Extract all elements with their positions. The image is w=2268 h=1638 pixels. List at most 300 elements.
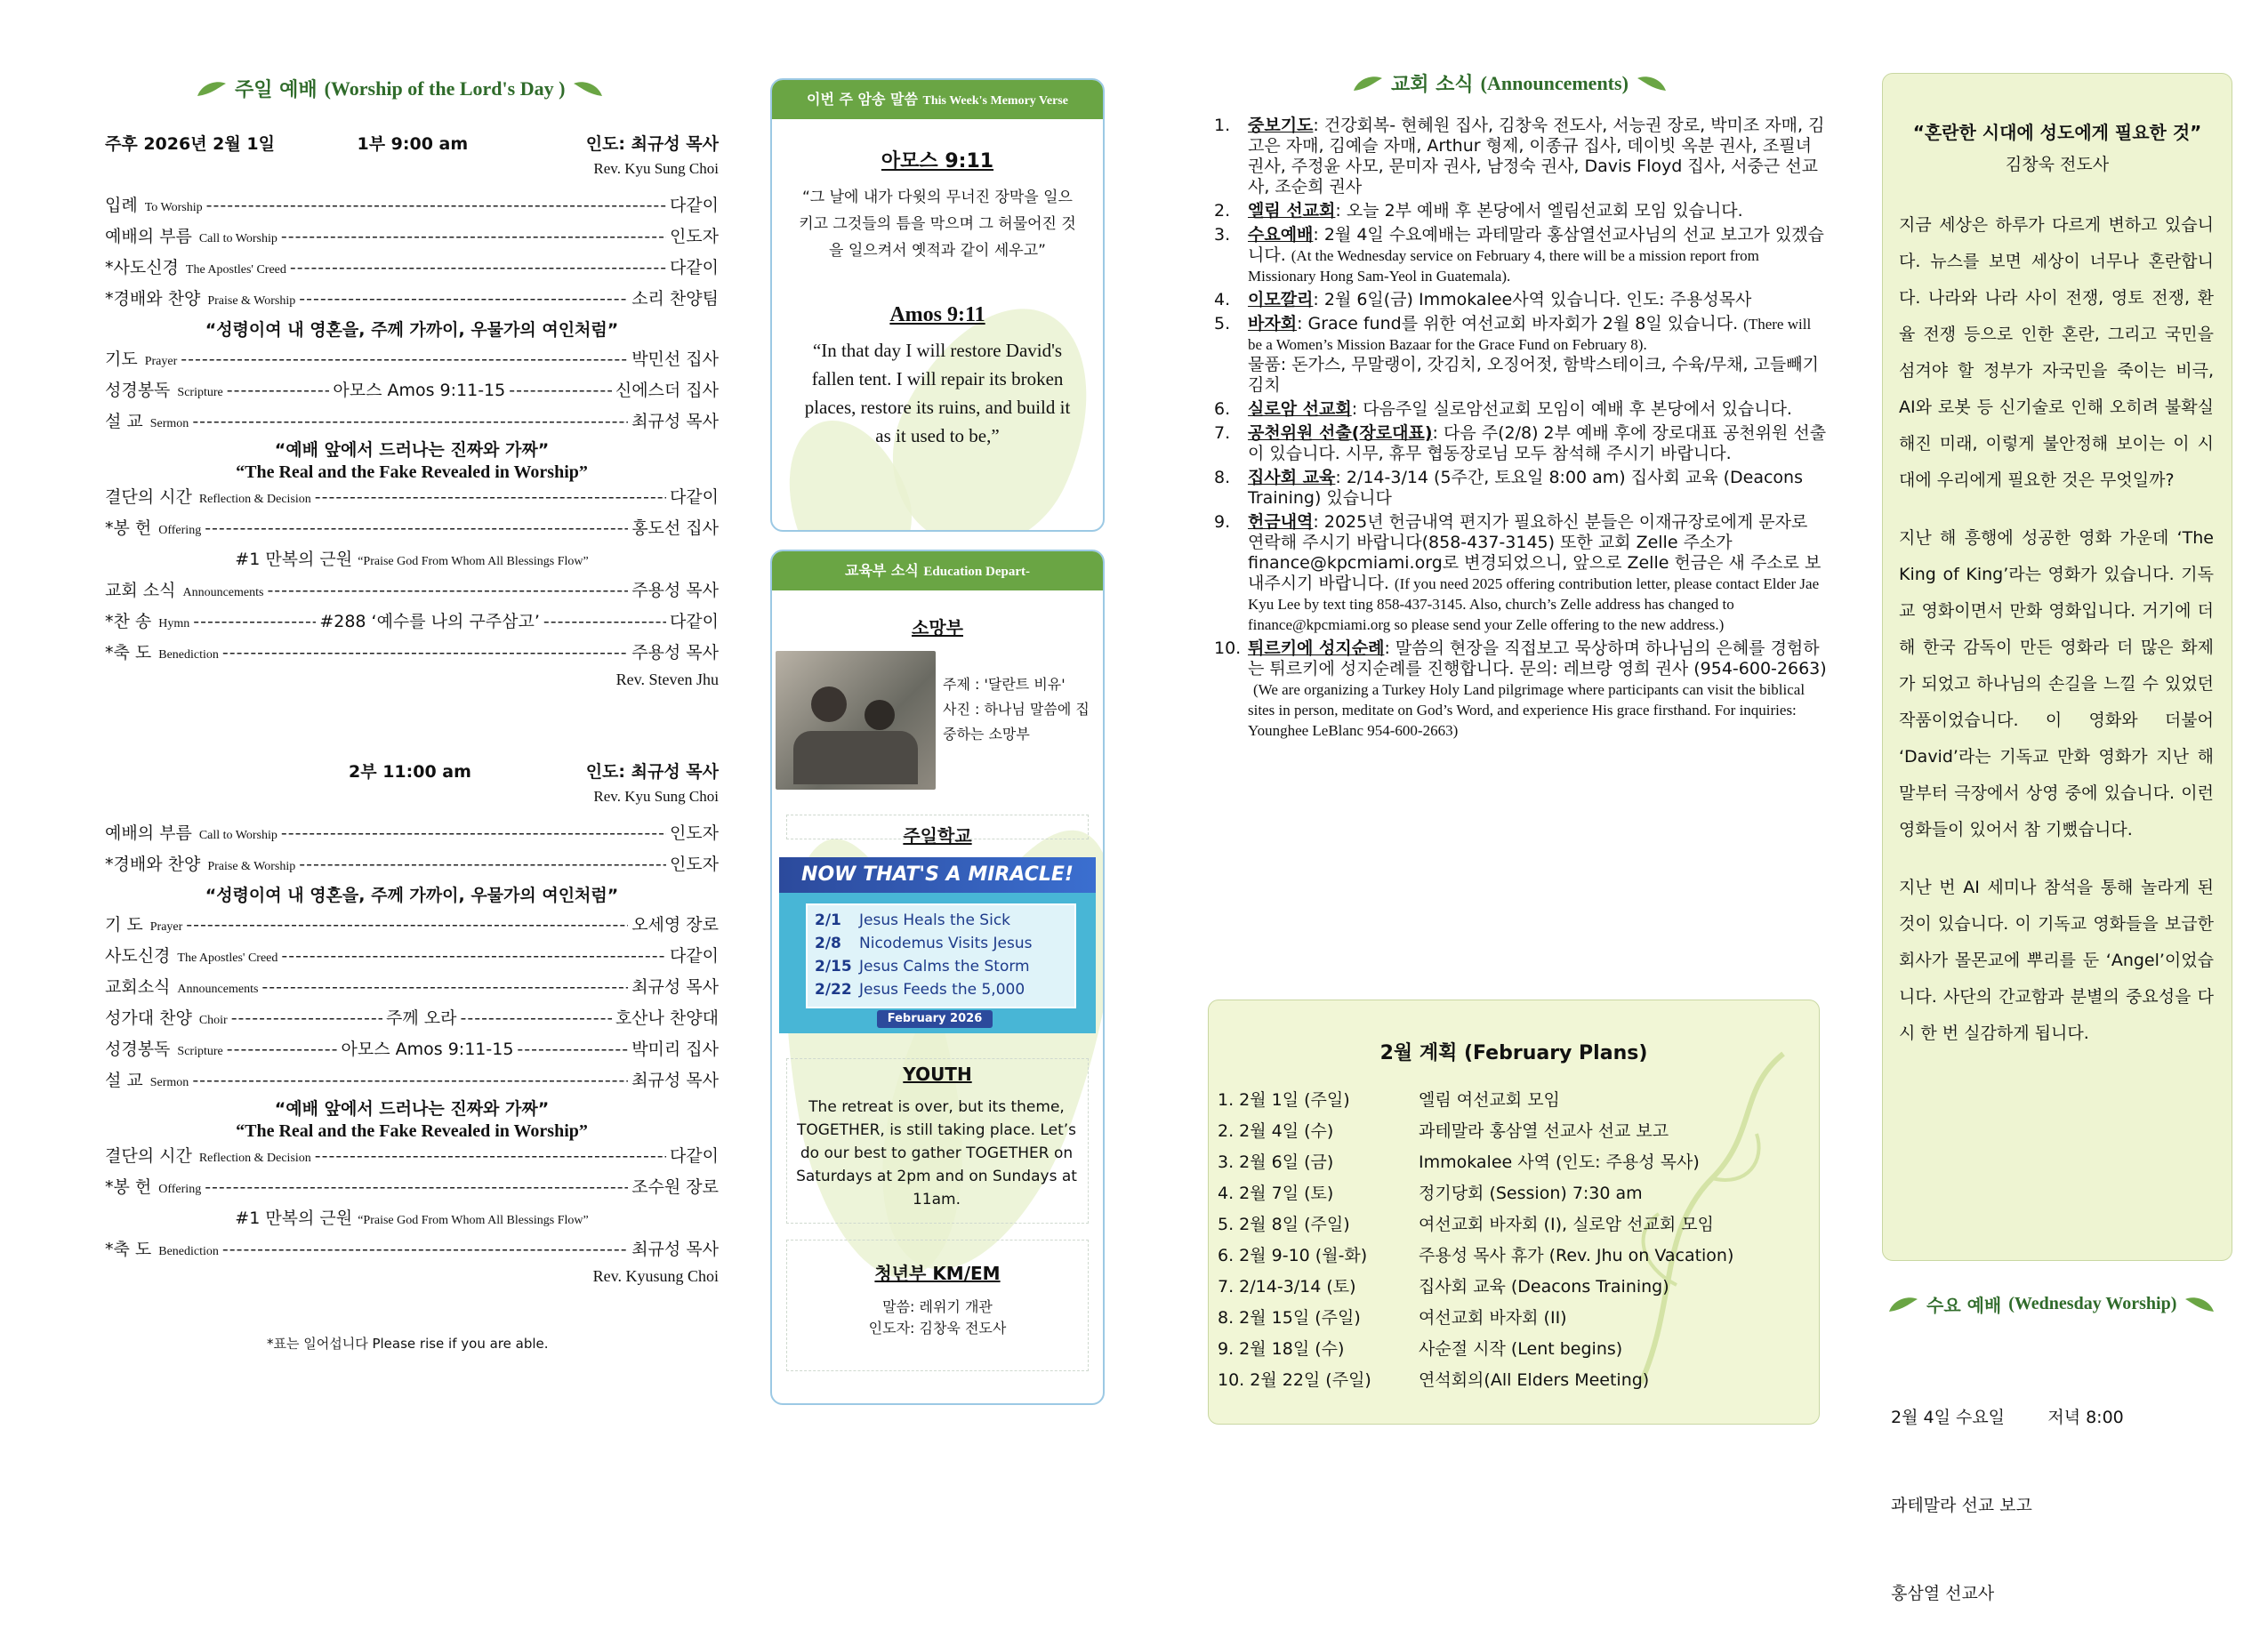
worship-title-ko: 주일 예배 [235,79,318,101]
essay-title: “혼란한 시대에 성도에게 필요한 것” [1912,122,2202,143]
announcement-title: 이모깔리 [1248,290,1314,309]
sermon-title-en: “The Real and the Fake Revealed in Worship” [236,1121,588,1141]
plan-event: 사순절 시작 (Lent begins) [1419,1339,1623,1359]
order-label [105,576,263,607]
order-label-ko: 성경봉독 [105,381,171,400]
leader-dots [543,607,666,637]
announcement-body [1248,512,1828,635]
order-label-en: Benediction [158,648,219,662]
service-leader: 인도: 최규성 목사 [585,134,719,154]
announcement-item [1214,468,1828,509]
leader-dots [192,407,628,437]
order-label-ko: *경배와 찬양 [105,855,201,874]
order-label-ko: 설 교 [105,1071,143,1090]
plan-item [1218,1085,1819,1116]
plan-date: 9. 2월 18일 (수) [1218,1339,1345,1359]
order-person: 주용성 목사 [631,643,719,662]
announcement-body [1248,423,1828,464]
leader-dots [222,1235,628,1265]
announcement-item [1214,399,1828,420]
announcement-body [1248,225,1828,286]
verse-ref-ko: 아모스 9:11 [881,150,994,173]
doxology-ko: #1 만복의 근원 [235,550,353,569]
order-person: 호산나 찬양대 [615,1008,719,1028]
order-label-en: Offering [158,524,202,537]
order-label-ko: *봉 헌 [105,1177,152,1197]
plan-date: 3. 2월 6일 (금) [1218,1152,1334,1172]
order-row [105,1035,719,1066]
announcement-text: : 2월 6일(금) Immokalee사역 있습니다. 인도: 주용성목사 [1313,290,1752,309]
order-label-en: Praise & Worship [207,294,296,308]
order-label-en: Call to Worship [198,829,277,842]
announcement-body [1248,399,1792,420]
order-label-en: Reflection & Decision [198,1152,311,1165]
plan-event: 정기당회 (Session) 7:30 am [1419,1184,1643,1203]
wednesday-title-en: (Wednesday Worship) [2008,1294,2177,1313]
kmem-line2: 인도자: 김창욱 전도사 [868,1320,1007,1337]
order-row [105,253,719,285]
plan-date: 6. 2월 9-10 (월-화) [1218,1246,1368,1265]
order-row [105,850,719,881]
lesson-title: Jesus Feeds the 5,000 [859,981,1025,999]
announcements-title-ko: 교회 소식 [1391,74,1474,96]
announcement-number: 4. [1214,290,1231,309]
order-person: 조수원 장로 [631,1177,719,1197]
plan-date: 4. 2월 7일 (토) [1218,1184,1334,1203]
order-label [105,942,277,973]
sermon-title-ko: “예배 앞에서 드러나는 진짜와 가짜” [274,440,550,460]
order-row [105,407,719,438]
essay-box [1882,73,2232,1261]
plan-date: 7. 2/14-3/14 (토) [1218,1277,1356,1297]
order-person: 다같이 [669,612,720,631]
leaf-icon [1352,75,1384,92]
order-person: 최규성 목사 [631,977,719,997]
leaf-icon [1887,1296,1919,1313]
leader-dots [315,483,666,512]
doxology-en: “Praise God From Whom All Blessings Flow” [358,555,589,568]
lesson-date: 2/1 [815,911,841,929]
order-label-ko: 결단의 시간 [105,487,192,507]
leaf-icon [1636,75,1668,92]
order-label-ko: *축 도 [105,1240,152,1259]
service1 [105,130,719,689]
wednesday-title-ko: 수요 예배 [1926,1295,2002,1316]
order-person: 박민선 집사 [631,349,719,369]
order-label-en: Announcements [177,983,259,996]
plan-item [1218,1178,1819,1209]
order-person: 다같이 [669,258,719,277]
announcement-text: : 다음주일 실로암선교회 모임이 예배 후 본당에서 있습니다. [1351,399,1792,419]
leader-dots [290,253,666,283]
leader-dots [281,819,666,848]
order-row [105,285,719,316]
order-person: 다같이 [669,1146,719,1166]
plan-item [1218,1116,1819,1147]
service-leader-en: Rev. Kyu Sung Choi [593,160,719,177]
order-label-ko: 사도신경 [105,946,171,966]
plan-event: 여선교회 바자회 (II) [1419,1308,1567,1328]
education-header-en: Education Depart- [923,565,1031,579]
order-label-en: Offering [158,1183,202,1196]
order-label-ko: 입례 [105,196,138,215]
plan-item [1218,1303,1819,1334]
service-time: 2부 11:00 am [349,762,471,782]
announcement-number: 9. [1214,512,1231,532]
service-date: 주후 2026년 2월 1일 [105,134,275,154]
order-label-en: Announcements [182,586,264,599]
lesson-item [815,955,1067,978]
order-label-en: Reflection & Decision [198,493,311,506]
order-row [105,514,719,545]
leader-dots [281,222,666,252]
announcement-body [1248,638,1828,741]
order-row [105,376,719,407]
plan-item [1218,1334,1819,1365]
plan-item [1218,1147,1819,1178]
service-time: 1부 9:00 am [357,134,469,154]
order-label-en: Sermon [149,1076,189,1089]
verse-ref-en: Amos 9:11 [889,303,985,326]
announcement-item [1214,638,1828,741]
order-label-en: Prayer [144,355,178,368]
leader-dots [509,376,612,405]
leader-dots [222,638,628,668]
essay-author: 김창욱 전도사 [2005,155,2110,174]
leader-dots [299,285,628,314]
order-label [105,607,189,638]
order-label-ko: 교회 소식 [105,581,176,600]
order-label-en: Call to Worship [198,232,277,245]
announcement-title: 튀르키에 성지순례 [1248,638,1385,658]
order-label-ko: *사도신경 [105,258,179,277]
announcement-text: : 건강회복- 현혜원 집사, 김창욱 전도사, 서능권 장로, 박미조 자매, 김고은 자매, 김예슬 자매, Arthur 형제, 이종규 집사, 데이빗 옥분 권사, 조필녀 권사, 주정윤 사모, 문미자 권사, 남정숙 권사, Davis Floyd 집사, 서중근 선교사, 조순희 권사 [1248,116,1825,197]
order-row [105,576,719,607]
sermon-title-en: “The Real and the Fake Revealed in Worship” [236,462,588,482]
leader-dots [227,1035,338,1064]
order-person: 박미리 집사 [631,1040,719,1059]
announcement-number: 10. [1214,638,1242,658]
announcement-number: 2. [1214,201,1231,221]
announcement-number: 5. [1214,314,1231,333]
order-row [105,1173,719,1204]
order-person: 홍도선 집사 [631,518,719,538]
announcement-item [1214,290,1828,310]
leader-dots [261,973,628,1002]
plan-date: 2. 2월 4일 (수) [1218,1121,1334,1141]
praise-song: “성령이여 내 영혼을, 주께 가까이, 우물가의 여인처럼” [205,886,619,905]
announcement-number: 1. [1214,116,1231,135]
wednesday-line2: 과테말라 선교 보고 [1891,1496,2032,1515]
order-label-ko: *축 도 [105,643,152,662]
announcements-title-en: (Announcements) [1480,71,1629,94]
wednesday-line3: 홍삼열 선교사 [1891,1584,1995,1603]
order-label-en: Benediction [158,1245,219,1258]
leader-dots [267,576,628,606]
education-header [772,551,1103,590]
leader-dots [206,191,666,221]
february-plans [1208,1000,1820,1425]
kmem-line1: 말씀: 레위기 개관 [882,1298,993,1315]
lesson-title: Nicodemus Visits Jesus [859,935,1033,952]
order-person: 최규성 목사 [631,1071,719,1090]
announcement-item [1214,116,1828,197]
announcement-body [1248,116,1828,197]
memory-verse-header-ko: 이번 주 암송 말씀 [807,91,918,108]
kmem-title: 청년부 KM/EM [874,1263,1001,1284]
order-label [105,483,311,514]
verse-text-ko: “그 날에 내가 다윗의 무너진 장막을 일으키고 그것들의 틈을 막으며 그 허물어진 것을 일으켜서 옛적과 같이 세우고” [799,189,1076,260]
leader-dots [299,850,666,879]
announcement-title: 공천위원 선출(장로대표) [1248,423,1433,443]
announcement-title: 집사회 교육 [1248,468,1336,487]
plan-date: 5. 2월 8일 (주일) [1218,1215,1350,1234]
sermon-title-ko: “예배 앞에서 드러나는 진짜와 가짜” [274,1099,550,1119]
plan-item [1218,1209,1819,1241]
sunday-school-title: 주일학교 [903,825,972,847]
banner-month: February 2026 [877,1010,993,1028]
order-row [105,819,719,850]
lesson-date: 2/8 [815,935,841,952]
order-person: 최규성 목사 [631,1240,719,1259]
announcement-item [1214,423,1828,464]
announcement-title: 헌금내역 [1248,512,1314,532]
announcement-item [1214,225,1828,286]
order-label-en: Choir [198,1014,228,1027]
leader-dots [281,942,666,971]
announcement-text: : 2월 4일 수요예배는 과테말라 홍삼열선교사님의 선교 보고가 있겠습니다. [1248,225,1824,265]
worship-header [196,75,623,102]
essay-paragraph: 지금 세상은 하루가 다르게 변하고 있습니다. 뉴스를 보면 세상이 너무나 혼란합니다. 나라와 나라 사이 전쟁, 영토 전쟁, 환율 전쟁 등으로 인한 혼란, 그리고 국민을 섬겨야 할 정부가 자국민을 죽이는 비극, AI와 로봇 등 신기술로 인해 오히려 불확실해진 미래, 이렇게 불안정해 보이는 이 시대에 우리에게 필요한 것은 무엇일까? [1899,215,2214,490]
order-person: 주용성 목사 [631,581,719,600]
announcement-number: 7. [1214,423,1231,443]
plan-date: 10. 2월 22일 (주일) [1218,1370,1371,1390]
announcement-text: : Grace fund를 위한 여선교회 바자회가 2월 8일 있습니다. [1297,314,1739,333]
lesson-date: 2/15 [815,958,852,976]
announcement-text: : 오늘 2부 예배 후 본당에서 엘림선교회 모임 있습니다. [1335,201,1743,221]
doxology-en: “Praise God From Whom All Blessings Flow” [358,1214,589,1227]
order-label [105,911,182,942]
order-label [105,973,258,1004]
order-label [105,1235,219,1266]
leader-dots [231,1004,382,1033]
wednesday-line1: 2월 4일 수요일 저녁 8:00 [1891,1408,2124,1427]
service-leader-en: Rev. Kyu Sung Choi [593,788,719,805]
somang-caption: 사진 : 하나님 말씀에 집중하는 소망부 [943,701,1090,743]
announcement-body [1248,314,1828,396]
order-label [105,1173,201,1204]
order-person: 최규성 목사 [631,412,719,431]
banner-title: NOW THAT'S A MIRACLE! [779,857,1096,893]
order-label-ko: 예배의 부름 [105,823,192,843]
announcement-title: 실로암 선교회 [1248,399,1352,419]
order-label [105,376,223,407]
order-person: 다같이 [669,487,719,507]
lesson-date: 2/22 [815,981,852,999]
lesson-title: Jesus Calms the Storm [859,958,1030,976]
plans-title: 2월 계획 (February Plans) [1379,1042,1648,1064]
announcement-text: : 다음 주(2/8) 2부 예배 후에 장로대표 공천위원 선출이 있습니다. 시무, 휴무 협동장로님 모두 참석해 주시기 바랍니다. [1248,423,1827,463]
essay-paragraph: 지난 번 AI 세미나 참석을 통해 놀라게 된 것이 있습니다. 이 기독교 영화들을 보급한 회사가 몰몬교에 뿌리를 둔 ‘Angel’이었습니다. 사단의 간교함과 분별의 중요성을 다시 한 번 실감하게 됩니다. [1899,878,2214,1043]
order-label-ko: 기 도 [105,915,143,935]
order-label [105,345,177,376]
order-label [105,191,203,222]
leader-dots [192,1066,628,1096]
leader-dots [181,345,628,374]
footnote [267,1334,549,1353]
education-card [770,550,1105,1405]
order-detail: 아모스 Amos 9:11-15 [341,1040,514,1059]
announcement-text: : 2/14-3/14 (5주간, 토요일 8:00 am) 집사회 교육 (Deacons Training) 있습니다 [1248,468,1803,508]
announcement-english: (There will be a Women’s Mission Bazaar for the Grace Fund on February 8). [1248,316,1812,353]
leader-dots [193,607,316,637]
leader-dots [205,514,628,543]
verse-text-en: “In that day I will restore David's fallen tent. I will repair its broken places, restore its ruins, and build it as it used to be,” [804,340,1071,446]
order-detail: #288 ‘예수를 나의 구주삼고’ [319,612,540,631]
announcement-extra: 물품: 돈가스, 무말랭이, 갓김치, 오징어젓, 함박스테이크, 수육/무채, 고들빼기 김치 [1248,355,1819,395]
order-row [105,1142,719,1173]
youth-title: YOUTH [903,1064,972,1085]
plan-event: 집사회 교육 (Deacons Training) [1419,1277,1669,1297]
announcement-item [1214,201,1828,221]
somang-theme: 주제 : '달란트 비유' [943,676,1066,693]
order-row [105,607,719,638]
order-label-ko: *찬 송 [105,612,152,631]
order-label-ko: 성가대 찬양 [105,1008,192,1028]
announcement-title: 엘림 선교회 [1248,201,1336,221]
order-row [105,222,719,253]
leaf-icon [572,80,604,98]
order-label [105,1066,189,1097]
order-label [105,1004,228,1035]
plan-item [1218,1241,1819,1272]
somang-title: 소망부 [912,617,963,638]
order-person: 신에스더 집사 [615,381,720,400]
doxology [105,1204,719,1235]
order-person: 소리 찬양팀 [631,289,719,309]
plan-item [1218,1365,1819,1396]
order-label-ko: 기도 [105,349,138,369]
plan-event: 과테말라 홍삼열 선교사 선교 보고 [1419,1121,1669,1141]
plan-event: 주용성 목사 휴가 (Rev. Jhu on Vacation) [1419,1246,1734,1265]
essay-paragraph: 지난 해 흥행에 성공한 영화 가운데 ‘The King of King’라는 영화가 있습니다. 기독교 영화이면서 만화 영화입니다. 거기에 더해 한국 감독이 만든 영화라 더 많은 화제가 되었고 하나님의 손길을 느낄 수 있었던 작품이었습니다. 이 영화와 더불어 ‘David’라는 기독교 만화 영화가 지난 해 말부터 극장에서 상영 중에 있습니다. 이런 영화들이 있어서 참 기뻤습니다. [1899,528,2214,839]
order-label-ko: 교회소식 [105,977,171,997]
order-detail: 아모스 Amos 9:11-15 [333,381,506,400]
order-row [105,942,719,973]
order-label [105,819,277,850]
order-label [105,1035,223,1066]
plan-date: 8. 2월 15일 (주일) [1218,1308,1361,1328]
wednesday-header [1887,1291,2261,1317]
order-row [105,638,719,670]
order-label-en: Scripture [177,1045,223,1058]
order-row [105,191,719,222]
leader-dots [461,1004,612,1033]
praise-song: “성령이여 내 영혼을, 주께 가까이, 우물가의 여인처럼” [205,320,619,340]
order-person: 다같이 [669,196,719,215]
order-row [105,1004,719,1035]
order-person: 다같이 [669,946,719,966]
order-label-ko: *경배와 찬양 [105,289,201,309]
order-person: 인도자 [669,823,719,843]
plan-date: 1. 2월 1일 (주일) [1218,1090,1350,1110]
somang-photo [776,651,936,790]
announcement-item [1214,512,1828,635]
announcement-body [1248,201,1743,221]
doxology [105,545,719,576]
order-row [105,973,719,1004]
announcement-text: : 2025년 헌금내역 편지가 필요하신 분들은 이재규장로에게 문자로 연락해 주시기 바랍니다(858-437-3145) 또한 교회 Zelle 주소가 finance@kpcmiami.org로 변경되었으니, 앞으로 Zelle 헌금은 새 주소로 보내주시기 바랍니다. [1248,512,1822,593]
order-label-en: Praise & Worship [207,860,296,873]
order-person: 오세영 장로 [631,915,719,935]
leader-dots [227,376,330,405]
announcement-body [1248,468,1828,509]
doxology-ko: #1 만복의 근원 [235,1208,353,1228]
order-label-en: The Apostles' Creed [185,263,286,277]
announcement-text: : 말씀의 현장을 직접보고 묵상하며 하나님의 은혜를 경험하는 튀르키에 성지순례를 진행합니다. 문의: 레브랑 영희 권사 (954-600-2663) [1248,638,1827,678]
plan-event: 연석회의(All Elders Meeting) [1419,1370,1650,1390]
order-row [105,483,719,514]
footnote-text: *표는 일어섭니다 Please rise if you are able. [267,1336,549,1352]
service-leader: 인도: 최규성 목사 [585,762,719,782]
worship-title-en: (Worship of the Lord's Day ) [324,76,566,100]
order-row [105,1235,719,1266]
leaf-icon [2184,1296,2216,1313]
order-label-ko: 결단의 시간 [105,1146,192,1166]
youth-text: The retreat is over, but its theme, TOGETHER, is still taking place. Let’s do our best to gather TOGETHER on Saturdays at 2pm and on Sundays at 11am. [796,1098,1077,1208]
leader-dots [315,1142,666,1171]
lesson-item [815,932,1067,955]
order-label [105,407,189,438]
announcement-number: 6. [1214,399,1231,419]
education-header-ko: 교육부 소식 [844,562,919,579]
benediction-rev: Rev. Steven Jhu [615,670,719,688]
order-label [105,253,286,285]
order-row [105,911,719,942]
announcement-title: 바자회 [1248,314,1298,333]
announcement-title: 수요예배 [1248,225,1314,245]
order-label [105,514,201,545]
announcement-english: (If you need 2025 offering contribution letter, please contact Elder Jae Kyu Lee by text ting 858-437-3145. Also, church’s Zelle address has changed to finance@kpcmiami.org so please send your Zelle offering to the new address.) [1248,575,1820,633]
order-label-ko: *봉 헌 [105,518,152,538]
announcement-title: 중보기도 [1248,116,1314,135]
order-label-en: Hymn [158,617,190,630]
order-label-ko: 예배의 부름 [105,227,192,246]
order-person: 인도자 [669,855,719,874]
lesson-item [815,909,1067,932]
order-label [105,1142,311,1173]
announcement-number: 3. [1214,225,1231,245]
announcement-body [1248,290,1751,310]
announcement-english: (We are organizing a Turkey Holy Land pilgrimage where participants can visit the biblical sites in person, meditate on God’s Word, and experience His grace firsthand. For inquiries: Younghee LeBlanc 954-600-2663) [1248,681,1806,739]
memory-verse-header-en: This Week's Memory Verse [922,94,1068,108]
order-label-en: Scripture [177,386,223,399]
leader-dots [517,1035,628,1064]
announcement-item [1214,314,1828,396]
plan-event: Immokalee 사역 (인도: 주용성 목사) [1419,1152,1700,1172]
service2 [105,758,719,1286]
lesson-title: Jesus Heals the Sick [859,911,1011,929]
announcements-header [1352,69,1725,97]
order-label-en: Sermon [149,417,189,430]
order-row [105,1066,719,1097]
order-label [105,222,277,253]
leader-dots [186,911,628,940]
memory-verse-card [770,78,1105,532]
order-label-ko: 설 교 [105,412,143,431]
plan-event: 여선교회 바자회 (I), 실로암 선교회 모임 [1419,1215,1714,1234]
order-label [105,850,295,881]
